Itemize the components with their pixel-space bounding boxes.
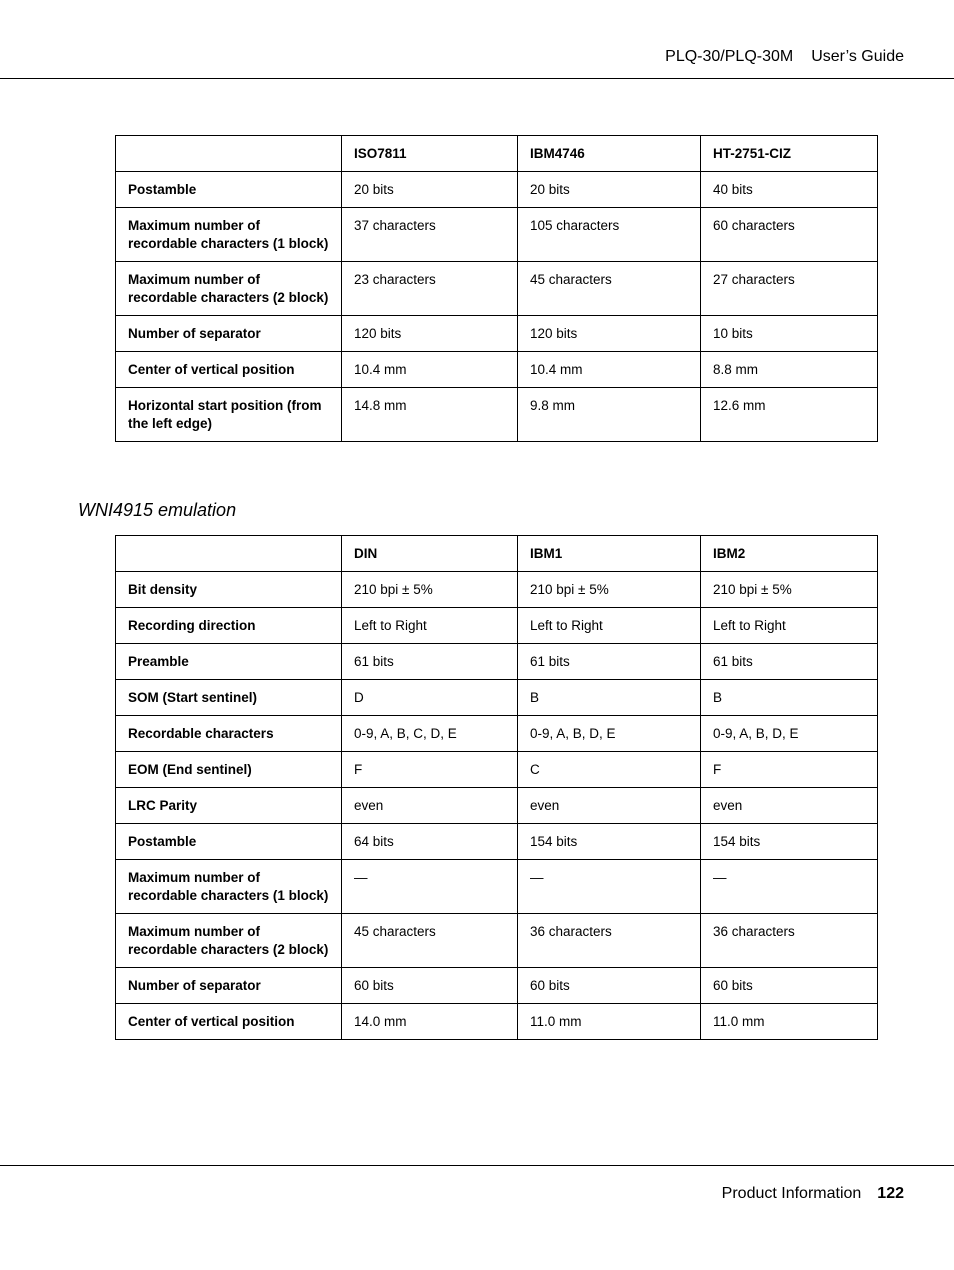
table-row xyxy=(116,860,878,914)
table-cell: even xyxy=(342,788,518,824)
table-cell: Left to Right xyxy=(342,608,518,644)
column-header: DIN xyxy=(342,536,518,572)
row-label: Recordable characters xyxy=(116,716,342,752)
table-header-row xyxy=(116,136,878,172)
table-row xyxy=(116,572,878,608)
table-row xyxy=(116,680,878,716)
table-cell: 36 characters xyxy=(518,914,701,968)
table-cell: 61 bits xyxy=(701,644,878,680)
page-number: 122 xyxy=(877,1185,904,1202)
table-cell: 210 bpi ± 5% xyxy=(518,572,701,608)
row-label: Postamble xyxy=(116,172,342,208)
row-label: LRC Parity xyxy=(116,788,342,824)
table-row xyxy=(116,824,878,860)
table-row xyxy=(116,788,878,824)
column-header: IBM4746 xyxy=(518,136,701,172)
table-cell: 0-9, A, B, C, D, E xyxy=(342,716,518,752)
page-header xyxy=(0,0,954,79)
table-cell: 45 characters xyxy=(518,262,701,316)
row-label: Horizontal start position (from the left edge) xyxy=(116,388,342,442)
column-header: ISO7811 xyxy=(342,136,518,172)
table-row xyxy=(116,352,878,388)
table-cell: 10.4 mm xyxy=(342,352,518,388)
table-cell: 14.0 mm xyxy=(342,1004,518,1040)
table-cell: 154 bits xyxy=(701,824,878,860)
table-cell: 14.8 mm xyxy=(342,388,518,442)
guide-title: User’s Guide xyxy=(811,48,904,65)
row-label: Maximum number of recordable characters (1 block) xyxy=(116,208,342,262)
row-label: Center of vertical position xyxy=(116,1004,342,1040)
spec-table-mag-stripe xyxy=(115,135,878,442)
header-text xyxy=(665,48,904,66)
column-header: IBM1 xyxy=(518,536,701,572)
table-cell: 105 characters xyxy=(518,208,701,262)
table-cell: F xyxy=(342,752,518,788)
table-row xyxy=(116,968,878,1004)
column-header xyxy=(116,136,342,172)
table-cell: — xyxy=(701,860,878,914)
table-cell: 61 bits xyxy=(518,644,701,680)
table-row xyxy=(116,316,878,352)
table-row xyxy=(116,608,878,644)
table-cell: 37 characters xyxy=(342,208,518,262)
table-cell: Left to Right xyxy=(701,608,878,644)
table-row xyxy=(116,208,878,262)
table-cell: even xyxy=(518,788,701,824)
table-cell: 61 bits xyxy=(342,644,518,680)
page-footer xyxy=(0,1165,954,1226)
table-cell: 20 bits xyxy=(342,172,518,208)
row-label: Number of separator xyxy=(116,968,342,1004)
row-label: Center of vertical position xyxy=(116,352,342,388)
table-cell: 8.8 mm xyxy=(701,352,878,388)
table-cell: 11.0 mm xyxy=(701,1004,878,1040)
table-cell: 23 characters xyxy=(342,262,518,316)
table-row xyxy=(116,752,878,788)
table-cell: 10 bits xyxy=(701,316,878,352)
table-cell: 64 bits xyxy=(342,824,518,860)
row-label: Maximum number of recordable characters (2 block) xyxy=(116,262,342,316)
table-cell: 60 bits xyxy=(342,968,518,1004)
row-label: Recording direction xyxy=(116,608,342,644)
table-cell: 154 bits xyxy=(518,824,701,860)
table-row xyxy=(116,388,878,442)
row-label: Maximum number of recordable characters (1 block) xyxy=(116,860,342,914)
table-cell: 210 bpi ± 5% xyxy=(701,572,878,608)
row-label: Bit density xyxy=(116,572,342,608)
table-cell: 12.6 mm xyxy=(701,388,878,442)
product-name: PLQ-30/PLQ-30M xyxy=(665,48,794,65)
table-cell: 11.0 mm xyxy=(518,1004,701,1040)
table-cell: 210 bpi ± 5% xyxy=(342,572,518,608)
table-cell: B xyxy=(701,680,878,716)
footer-text xyxy=(722,1185,904,1203)
section-name: Product Information xyxy=(721,1185,862,1202)
table-cell: even xyxy=(701,788,878,824)
table-row xyxy=(116,914,878,968)
column-header xyxy=(116,536,342,572)
table-cell: 10.4 mm xyxy=(518,352,701,388)
table-row xyxy=(116,172,878,208)
row-label: Preamble xyxy=(116,644,342,680)
table-row xyxy=(116,262,878,316)
table-row xyxy=(116,716,878,752)
row-label: Number of separator xyxy=(116,316,342,352)
table-cell: Left to Right xyxy=(518,608,701,644)
table-cell: F xyxy=(701,752,878,788)
table-cell: 27 characters xyxy=(701,262,878,316)
table-cell: 60 bits xyxy=(518,968,701,1004)
row-label: EOM (End sentinel) xyxy=(116,752,342,788)
table-header-row xyxy=(116,536,878,572)
table-row xyxy=(116,1004,878,1040)
table-cell: 40 bits xyxy=(701,172,878,208)
spec-table-wni4915 xyxy=(115,535,878,1040)
row-label: Postamble xyxy=(116,824,342,860)
table-cell: — xyxy=(518,860,701,914)
table-cell: B xyxy=(518,680,701,716)
table-cell: 20 bits xyxy=(518,172,701,208)
table-row xyxy=(116,644,878,680)
table-cell: D xyxy=(342,680,518,716)
row-label: Maximum number of recordable characters (2 block) xyxy=(116,914,342,968)
table-cell: 0-9, A, B, D, E xyxy=(518,716,701,752)
row-label: SOM (Start sentinel) xyxy=(116,680,342,716)
table-cell: C xyxy=(518,752,701,788)
column-header: IBM2 xyxy=(701,536,878,572)
table-cell: 45 characters xyxy=(342,914,518,968)
table-cell: — xyxy=(342,860,518,914)
table-cell: 36 characters xyxy=(701,914,878,968)
table-cell: 9.8 mm xyxy=(518,388,701,442)
column-header: HT-2751-CIZ xyxy=(701,136,878,172)
section-heading: WNI4915 emulation xyxy=(78,500,237,520)
table-cell: 60 characters xyxy=(701,208,878,262)
table-cell: 120 bits xyxy=(518,316,701,352)
table-cell: 120 bits xyxy=(342,316,518,352)
table-cell: 60 bits xyxy=(701,968,878,1004)
table-cell: 0-9, A, B, D, E xyxy=(701,716,878,752)
